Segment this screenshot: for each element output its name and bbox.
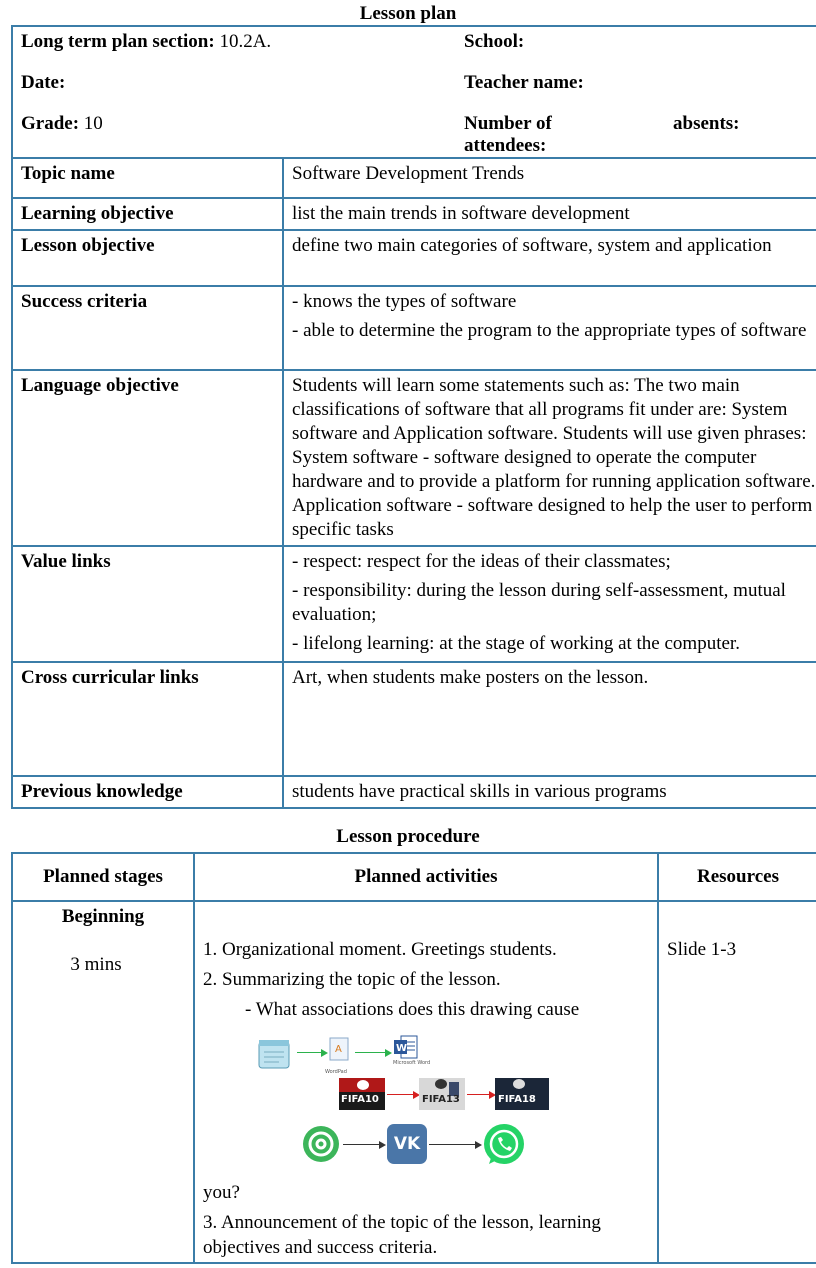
arrow-dark xyxy=(429,1144,477,1145)
notepad-icon xyxy=(255,1036,295,1072)
value-links-item: - respect: respect for the ideas of their classmates; xyxy=(292,551,671,572)
previous-label: Previous knowledge xyxy=(12,776,283,808)
activity-2: 2. Summarizing the topic of the lesson. xyxy=(203,969,501,990)
arrow-dark xyxy=(343,1144,381,1145)
fifa10-label: FIFA10 xyxy=(341,1094,379,1105)
learning-value: list the main trends in software development xyxy=(283,198,816,230)
previous-value: students have practical skills in various programs xyxy=(283,776,816,808)
arrow-red xyxy=(467,1094,491,1095)
lesson-label: Lesson objective xyxy=(12,230,283,286)
previous-row xyxy=(12,776,816,808)
vk-icon: VK xyxy=(387,1124,427,1164)
arrow-green xyxy=(355,1052,387,1053)
fifa13-label: FIFA13 xyxy=(422,1094,460,1105)
lesson-plan-table xyxy=(11,25,816,809)
topic-row xyxy=(12,158,816,198)
mail-agent-icon xyxy=(301,1124,341,1164)
school-label: School: xyxy=(464,31,525,52)
success-value xyxy=(283,286,816,370)
stage-cell xyxy=(12,901,194,1263)
language-value: Students will learn some statements such as: The two main classifications of software that all programs fit under are: System software and Application software. Students will use given phrases: System software - software designed to operate the computer hardware and to provide a platform for running application software. Application software - software designed to help the user to perform specific tasks xyxy=(283,370,816,546)
value-links-item: - responsibility: during the lesson during self-assessment, mutual evaluation; xyxy=(292,580,786,625)
grade-field: Grade: 10 xyxy=(21,113,103,134)
success-label: Success criteria xyxy=(12,286,283,370)
attendees-label: Number of xyxy=(464,113,552,134)
activity-2b: you? xyxy=(203,1182,240,1203)
word-caption: Microsoft Word xyxy=(393,1060,431,1066)
topic-value: Software Development Trends xyxy=(283,158,816,198)
teacher-label: Teacher name: xyxy=(464,72,584,93)
svg-text:A: A xyxy=(335,1044,342,1055)
header-row xyxy=(12,26,816,158)
arrowhead-dark xyxy=(379,1141,386,1149)
wordpad-caption: WordPad xyxy=(325,1069,347,1075)
header-cell xyxy=(12,26,816,158)
activity-1: 1. Organizational moment. Greetings students. xyxy=(203,939,557,960)
language-label: Language objective xyxy=(12,370,283,546)
procedure-row xyxy=(12,901,816,1263)
cross-row xyxy=(12,662,816,776)
svg-text:W: W xyxy=(396,1043,408,1054)
arrow-red xyxy=(387,1094,415,1095)
language-row xyxy=(12,370,816,546)
cross-value: Art, when students make posters on the lesson. xyxy=(283,662,816,776)
value-links-label: Value links xyxy=(12,546,283,662)
fifa10-cover xyxy=(339,1078,385,1110)
activities-cell xyxy=(194,901,658,1263)
resources-cell: Slide 1-3 xyxy=(658,901,816,1263)
fifa18-cover xyxy=(495,1078,549,1110)
arrowhead-green xyxy=(385,1049,392,1057)
learning-row xyxy=(12,198,816,230)
lesson-row xyxy=(12,230,816,286)
whatsapp-icon xyxy=(481,1122,527,1168)
value-links-value xyxy=(283,546,816,662)
arrow-green xyxy=(297,1052,323,1053)
word-icon xyxy=(393,1034,419,1062)
value-links-row xyxy=(12,546,816,662)
success-item: - knows the types of software xyxy=(292,291,517,312)
attendees-label-2: attendees: xyxy=(464,135,547,156)
col-stages-header: Planned stages xyxy=(12,853,194,901)
success-item: - able to determine the program to the appropriate types of software xyxy=(292,320,807,341)
value-links-item: - lifelong learning: at the stage of working at the computer. xyxy=(292,633,740,654)
section-field: Long term plan section: 10.2A. xyxy=(21,31,272,52)
stage-name: Beginning xyxy=(61,906,145,927)
absents-label: absents: xyxy=(673,113,740,134)
success-row xyxy=(12,286,816,370)
activity-2a: - What associations does this drawing cause xyxy=(245,999,580,1020)
fifa18-label: FIFA18 xyxy=(498,1094,536,1105)
page-title: Lesson plan xyxy=(359,3,457,24)
procedure-table xyxy=(11,852,816,1264)
learning-label: Learning objective xyxy=(12,198,283,230)
fifa13-cover xyxy=(419,1078,465,1110)
cross-label: Cross curricular links xyxy=(12,662,283,776)
col-activities-header: Planned activities xyxy=(194,853,658,901)
procedure-header-row xyxy=(12,853,816,901)
procedure-title: Lesson procedure xyxy=(336,826,480,847)
topic-label: Topic name xyxy=(12,158,283,198)
lesson-value: define two main categories of software, system and application xyxy=(283,230,816,286)
activity-3: 3. Announcement of the topic of the lesson, learning objectives and success criteria. xyxy=(203,1212,601,1258)
col-resources-header: Resources xyxy=(658,853,816,901)
stage-time: 3 mins xyxy=(70,954,122,975)
associations-image xyxy=(203,1028,649,1176)
date-label: Date: xyxy=(21,72,66,93)
